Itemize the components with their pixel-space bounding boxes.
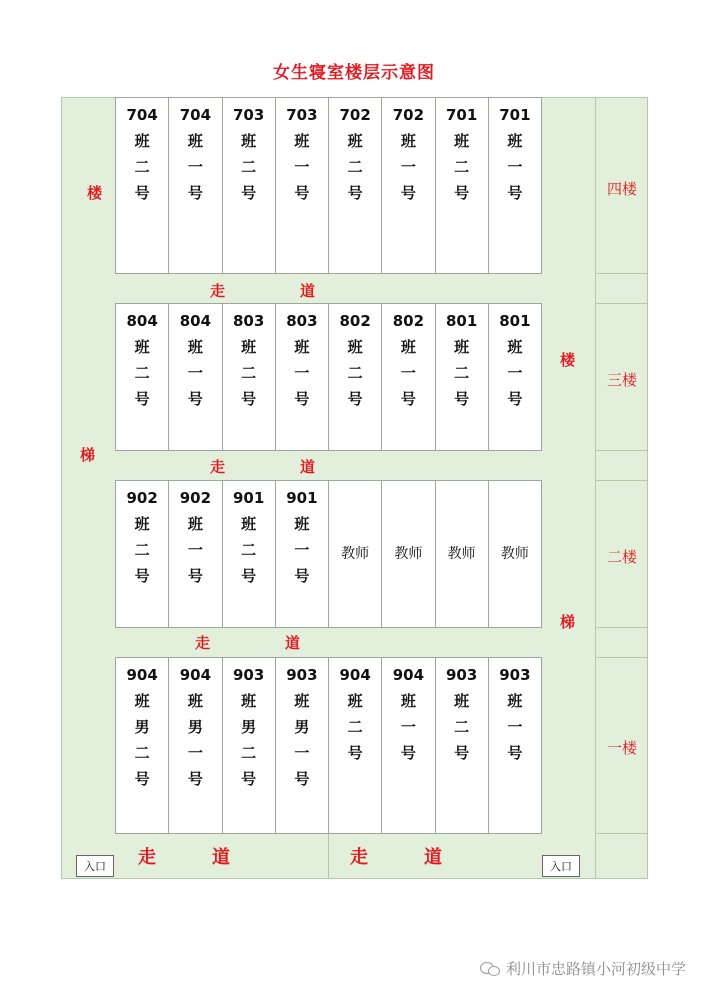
room-text: 一 bbox=[400, 364, 416, 382]
room-text: 704 bbox=[179, 106, 212, 124]
room-text: 二 bbox=[134, 364, 150, 382]
room-text: 一 bbox=[507, 158, 523, 176]
room-text: 号 bbox=[241, 184, 257, 202]
room-text: 801 bbox=[445, 312, 478, 330]
room bbox=[329, 658, 382, 833]
corridor-label: 走 bbox=[138, 847, 156, 868]
room-text: 班 bbox=[134, 338, 150, 356]
room bbox=[223, 98, 276, 273]
room-text: 号 bbox=[294, 184, 310, 202]
stair-label-left-bottom: 梯 bbox=[80, 446, 96, 464]
room-text: 号 bbox=[400, 184, 416, 202]
room-text: 号 bbox=[507, 184, 523, 202]
room-text: 男 bbox=[187, 718, 203, 736]
room-text: 二 bbox=[241, 364, 257, 382]
room bbox=[169, 98, 222, 273]
room-text: 号 bbox=[347, 184, 363, 202]
room bbox=[116, 481, 169, 627]
room-text: 号 bbox=[294, 390, 310, 408]
room-text: 男 bbox=[241, 718, 257, 736]
floor-divider bbox=[595, 450, 648, 451]
room-text: 号 bbox=[187, 390, 203, 408]
room-text: 一 bbox=[187, 158, 203, 176]
room bbox=[276, 481, 329, 627]
room bbox=[169, 658, 222, 833]
room-text: 号 bbox=[134, 184, 150, 202]
room bbox=[382, 98, 435, 273]
room-text: 902 bbox=[126, 489, 158, 507]
room-text: 班 bbox=[400, 338, 416, 356]
room-text: 班 bbox=[187, 692, 203, 710]
stair-label-right-top: 楼 bbox=[560, 351, 576, 369]
room-text: 班 bbox=[347, 692, 363, 710]
room-text: 号 bbox=[507, 390, 523, 408]
room-text: 一 bbox=[400, 718, 416, 736]
room-text: 班 bbox=[454, 692, 470, 710]
room-text: 男 bbox=[134, 718, 150, 736]
room-text: 801 bbox=[499, 312, 531, 330]
room-text: 班 bbox=[294, 692, 310, 710]
room-text: 一 bbox=[400, 158, 416, 176]
room bbox=[223, 304, 276, 450]
room-block-floor2 bbox=[115, 480, 542, 628]
room-text: 号 bbox=[241, 390, 257, 408]
room-text: 904 bbox=[339, 666, 371, 684]
room-text: 号 bbox=[347, 744, 363, 762]
corridor-label: 道 bbox=[212, 847, 230, 868]
room-text: 703 bbox=[232, 106, 265, 124]
room-text: 号 bbox=[134, 567, 150, 585]
room-text: 号 bbox=[187, 770, 203, 788]
floor-divider bbox=[595, 833, 648, 834]
room-text: 二 bbox=[134, 744, 150, 762]
room-text: 701 bbox=[499, 106, 531, 124]
floor-divider bbox=[595, 273, 648, 274]
room-block-floor3 bbox=[115, 303, 542, 451]
watermark bbox=[480, 958, 686, 979]
stair-label-left-top: 楼 bbox=[87, 184, 103, 202]
room-text: 904 bbox=[179, 666, 212, 684]
room bbox=[116, 304, 169, 450]
room bbox=[489, 304, 541, 450]
room-text: 教师 bbox=[447, 546, 476, 562]
corridor-label: 走 bbox=[350, 847, 368, 868]
room-text: 二 bbox=[241, 541, 257, 559]
page-title: 女生寝室楼层示意图 bbox=[273, 63, 435, 83]
room-text: 804 bbox=[179, 312, 212, 330]
room-text: 902 bbox=[179, 489, 212, 507]
room-text: 一 bbox=[187, 744, 203, 762]
room bbox=[223, 658, 276, 833]
room-text: 一 bbox=[294, 744, 310, 762]
room-text: 701 bbox=[445, 106, 478, 124]
floor-divider bbox=[595, 480, 648, 481]
room-text: 号 bbox=[454, 184, 470, 202]
floor-divider bbox=[595, 627, 648, 628]
corridor-label: 道 bbox=[300, 458, 316, 476]
room bbox=[329, 98, 382, 273]
floor-label-1: 一楼 bbox=[606, 739, 637, 757]
room-text: 704 bbox=[126, 106, 158, 124]
watermark-text: 利川市忠路镇小河初级中学 bbox=[505, 960, 686, 978]
room-text: 班 bbox=[294, 132, 310, 150]
room-text: 二 bbox=[454, 364, 470, 382]
room-text: 一 bbox=[507, 364, 523, 382]
room-text: 班 bbox=[241, 338, 257, 356]
room-text: 803 bbox=[232, 312, 265, 330]
corridor-divider bbox=[328, 834, 329, 879]
room-text: 男 bbox=[294, 718, 310, 736]
room bbox=[116, 658, 169, 833]
room-text: 教师 bbox=[341, 546, 370, 562]
room-text: 班 bbox=[400, 132, 416, 150]
room-text: 702 bbox=[339, 106, 371, 124]
room-text: 班 bbox=[134, 692, 150, 710]
corridor-label: 道 bbox=[424, 847, 442, 868]
room bbox=[382, 304, 435, 450]
room-text: 一 bbox=[507, 718, 523, 736]
room-text: 903 bbox=[499, 666, 531, 684]
room-text: 二 bbox=[347, 364, 363, 382]
room-text: 班 bbox=[241, 132, 257, 150]
room-text: 号 bbox=[454, 390, 470, 408]
room-text: 班 bbox=[347, 132, 363, 150]
room-text: 802 bbox=[392, 312, 425, 330]
room-text: 二 bbox=[347, 718, 363, 736]
room-text: 一 bbox=[294, 364, 310, 382]
room-text: 二 bbox=[241, 744, 257, 762]
room bbox=[436, 658, 489, 833]
room-text: 901 bbox=[232, 489, 265, 507]
room-text: 二 bbox=[134, 158, 150, 176]
room-text: 班 bbox=[454, 132, 470, 150]
room-text: 一 bbox=[187, 364, 203, 382]
room bbox=[116, 98, 169, 273]
room-text: 班 bbox=[187, 515, 203, 533]
room-text: 901 bbox=[286, 489, 318, 507]
room-text: 703 bbox=[286, 106, 318, 124]
room-text: 904 bbox=[392, 666, 425, 684]
room-text: 一 bbox=[294, 541, 310, 559]
room-text: 班 bbox=[241, 515, 257, 533]
room-text: 班 bbox=[507, 338, 523, 356]
room bbox=[489, 98, 541, 273]
room-text: 班 bbox=[347, 338, 363, 356]
floor-label-4: 四楼 bbox=[606, 180, 637, 198]
room bbox=[169, 481, 222, 627]
room-text: 号 bbox=[294, 567, 310, 585]
room-block-floor4 bbox=[115, 97, 542, 274]
room-text: 803 bbox=[286, 312, 318, 330]
room bbox=[382, 658, 435, 833]
room bbox=[276, 304, 329, 450]
room bbox=[436, 304, 489, 450]
room-text: 903 bbox=[232, 666, 265, 684]
room bbox=[169, 304, 222, 450]
room-text: 班 bbox=[400, 692, 416, 710]
floor-divider bbox=[595, 657, 648, 658]
room-text: 号 bbox=[187, 184, 203, 202]
room-text: 二 bbox=[134, 541, 150, 559]
teacher-room bbox=[329, 481, 382, 627]
room-text: 904 bbox=[126, 666, 158, 684]
room-text: 903 bbox=[286, 666, 318, 684]
floor-column-divider bbox=[595, 97, 596, 879]
room-text: 班 bbox=[241, 692, 257, 710]
corridor-label: 道 bbox=[300, 282, 316, 300]
wechat-icon bbox=[480, 962, 500, 976]
room-text: 二 bbox=[347, 158, 363, 176]
room bbox=[276, 98, 329, 273]
room bbox=[489, 658, 541, 833]
floor-label-2: 二楼 bbox=[606, 548, 637, 566]
room-text: 二 bbox=[454, 718, 470, 736]
teacher-room bbox=[436, 481, 489, 627]
room-text: 班 bbox=[507, 132, 523, 150]
room-text: 号 bbox=[134, 390, 150, 408]
room-text: 号 bbox=[347, 390, 363, 408]
room-text: 号 bbox=[454, 744, 470, 762]
teacher-room bbox=[382, 481, 435, 627]
room bbox=[436, 98, 489, 273]
stair-label-right-bottom: 梯 bbox=[560, 613, 576, 631]
room-text: 一 bbox=[294, 158, 310, 176]
corridor-label: 走 bbox=[210, 282, 226, 300]
room-text: 号 bbox=[134, 770, 150, 788]
room-text: 号 bbox=[241, 567, 257, 585]
room-text: 班 bbox=[454, 338, 470, 356]
room-text: 702 bbox=[392, 106, 425, 124]
corridor-label: 走 bbox=[195, 634, 211, 652]
room-text: 班 bbox=[134, 132, 150, 150]
room-text: 号 bbox=[294, 770, 310, 788]
room-text: 二 bbox=[454, 158, 470, 176]
room-text: 号 bbox=[507, 744, 523, 762]
corridor-label: 道 bbox=[285, 634, 301, 652]
entrance-left: 入口 bbox=[76, 855, 114, 877]
room-text: 号 bbox=[187, 567, 203, 585]
room-text: 号 bbox=[400, 744, 416, 762]
room-text: 教师 bbox=[394, 546, 423, 562]
entrance-right: 入口 bbox=[542, 855, 580, 877]
room-text: 一 bbox=[187, 541, 203, 559]
room-text: 二 bbox=[241, 158, 257, 176]
room-text: 903 bbox=[445, 666, 478, 684]
corridor-label: 走 bbox=[210, 458, 226, 476]
room-text: 班 bbox=[187, 338, 203, 356]
room-text: 号 bbox=[241, 770, 257, 788]
room bbox=[223, 481, 276, 627]
room-text: 班 bbox=[294, 338, 310, 356]
room-text: 班 bbox=[187, 132, 203, 150]
floor-divider bbox=[595, 303, 648, 304]
room bbox=[329, 304, 382, 450]
room-text: 班 bbox=[294, 515, 310, 533]
floor-label-3: 三楼 bbox=[606, 371, 637, 389]
teacher-room bbox=[489, 481, 541, 627]
room-text: 号 bbox=[400, 390, 416, 408]
room-text: 班 bbox=[507, 692, 523, 710]
room-text: 802 bbox=[339, 312, 371, 330]
room-text: 804 bbox=[126, 312, 158, 330]
room bbox=[276, 658, 329, 833]
room-text: 教师 bbox=[500, 546, 529, 562]
room-block-floor1 bbox=[115, 657, 542, 834]
room-text: 班 bbox=[134, 515, 150, 533]
